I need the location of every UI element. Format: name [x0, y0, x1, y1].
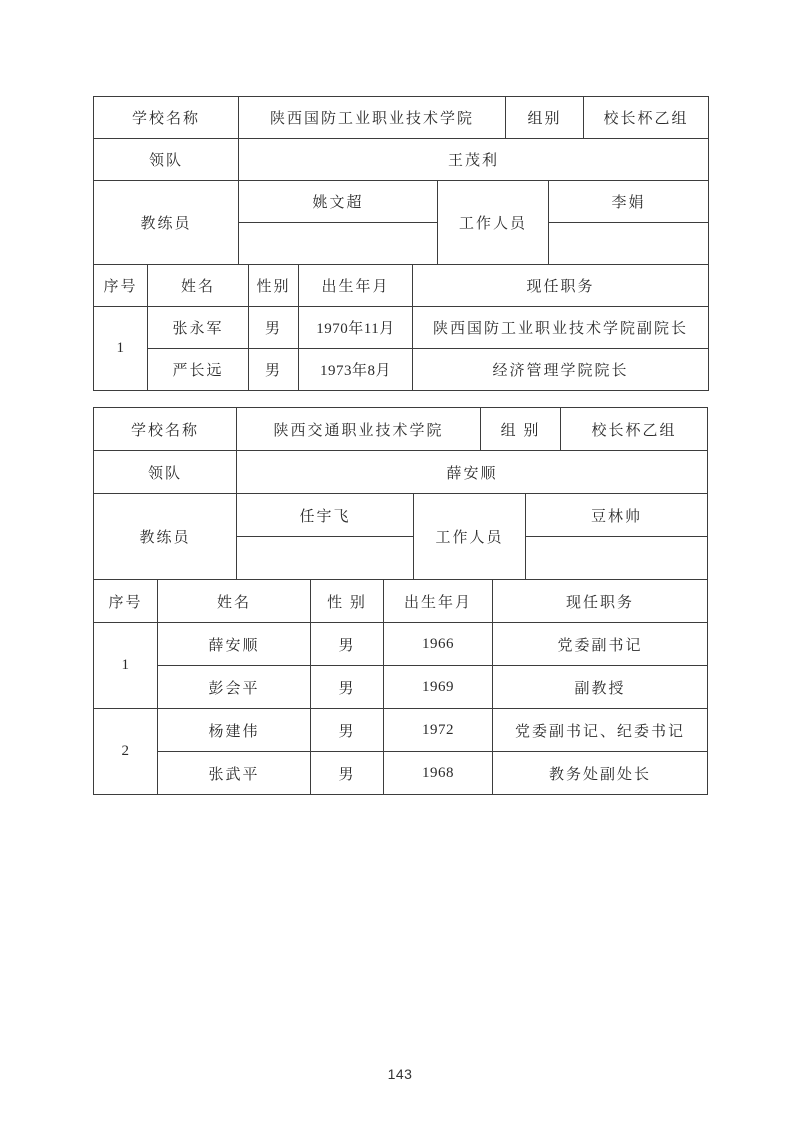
table-row [94, 494, 708, 537]
team-leader-label: 领队 [94, 451, 237, 494]
staff-name-2 [526, 537, 708, 580]
header-position: 现任职务 [413, 265, 709, 307]
position-cell: 党委副书记 [493, 623, 708, 666]
birth-cell: 1970年11月 [299, 307, 413, 349]
table-header-row [94, 265, 709, 307]
coach-name-2 [237, 537, 414, 580]
school-name-label: 学校名称 [94, 408, 237, 451]
staff-label: 工作人员 [438, 181, 549, 265]
group-value: 校长杯乙组 [561, 408, 708, 451]
group-label: 组 别 [481, 408, 561, 451]
table-row [94, 97, 709, 139]
birth-cell: 1973年8月 [299, 349, 413, 391]
table-header-row [94, 580, 708, 623]
header-birth: 出生年月 [384, 580, 493, 623]
name-cell: 彭会平 [158, 666, 311, 709]
position-cell: 经济管理学院院长 [413, 349, 709, 391]
team-leader-name: 王茂利 [239, 139, 709, 181]
birth-cell: 1972 [384, 709, 493, 752]
header-position: 现任职务 [493, 580, 708, 623]
staff-name-1: 李娟 [549, 181, 709, 223]
gender-cell: 男 [249, 349, 299, 391]
table-row [94, 451, 708, 494]
gender-cell: 男 [311, 709, 384, 752]
name-cell: 杨建伟 [158, 709, 311, 752]
coach-label: 教练员 [94, 494, 237, 580]
name-cell: 张武平 [158, 752, 311, 795]
gender-cell: 男 [249, 307, 299, 349]
table-row [94, 752, 708, 795]
school-name-value: 陕西交通职业技术学院 [237, 408, 481, 451]
table-row [94, 623, 708, 666]
table-row [94, 709, 708, 752]
position-cell: 陕西国防工业职业技术学院副院长 [413, 307, 709, 349]
birth-cell: 1969 [384, 666, 493, 709]
team-leader-name: 薛安顺 [237, 451, 708, 494]
group-value: 校长杯乙组 [584, 97, 709, 139]
header-name: 姓名 [148, 265, 249, 307]
birth-cell: 1968 [384, 752, 493, 795]
coach-name-1: 姚文超 [239, 181, 438, 223]
birth-cell: 1966 [384, 623, 493, 666]
gender-cell: 男 [311, 666, 384, 709]
header-name: 姓名 [158, 580, 311, 623]
table-row [94, 139, 709, 181]
name-cell: 张永军 [148, 307, 249, 349]
staff-label: 工作人员 [414, 494, 526, 580]
school-name-value: 陕西国防工业职业技术学院 [239, 97, 506, 139]
school-name-label: 学校名称 [94, 97, 239, 139]
name-cell: 薛安顺 [158, 623, 311, 666]
table-row [94, 408, 708, 451]
table-row [94, 307, 709, 349]
header-birth: 出生年月 [299, 265, 413, 307]
table-row [94, 181, 709, 223]
position-cell: 党委副书记、纪委书记 [493, 709, 708, 752]
header-gender: 性 别 [311, 580, 384, 623]
seq-cell: 1 [94, 307, 148, 391]
staff-name-2 [549, 223, 709, 265]
seq-cell: 2 [94, 709, 158, 795]
staff-name-1: 豆林帅 [526, 494, 708, 537]
coach-name-2 [239, 223, 438, 265]
header-gender: 性别 [249, 265, 299, 307]
position-cell: 教务处副处长 [493, 752, 708, 795]
group-label: 组别 [506, 97, 584, 139]
gender-cell: 男 [311, 623, 384, 666]
header-seq: 序号 [94, 265, 148, 307]
team-leader-label: 领队 [94, 139, 239, 181]
position-cell: 副教授 [493, 666, 708, 709]
table-row [94, 666, 708, 709]
roster-table-2 [93, 407, 708, 795]
name-cell: 严长远 [148, 349, 249, 391]
seq-cell: 1 [94, 623, 158, 709]
page-number: 143 [387, 1066, 413, 1082]
header-seq: 序号 [94, 580, 158, 623]
coach-label: 教练员 [94, 181, 239, 265]
coach-name-1: 任宇飞 [237, 494, 414, 537]
table-row [94, 349, 709, 391]
gender-cell: 男 [311, 752, 384, 795]
roster-table-1 [93, 96, 709, 391]
